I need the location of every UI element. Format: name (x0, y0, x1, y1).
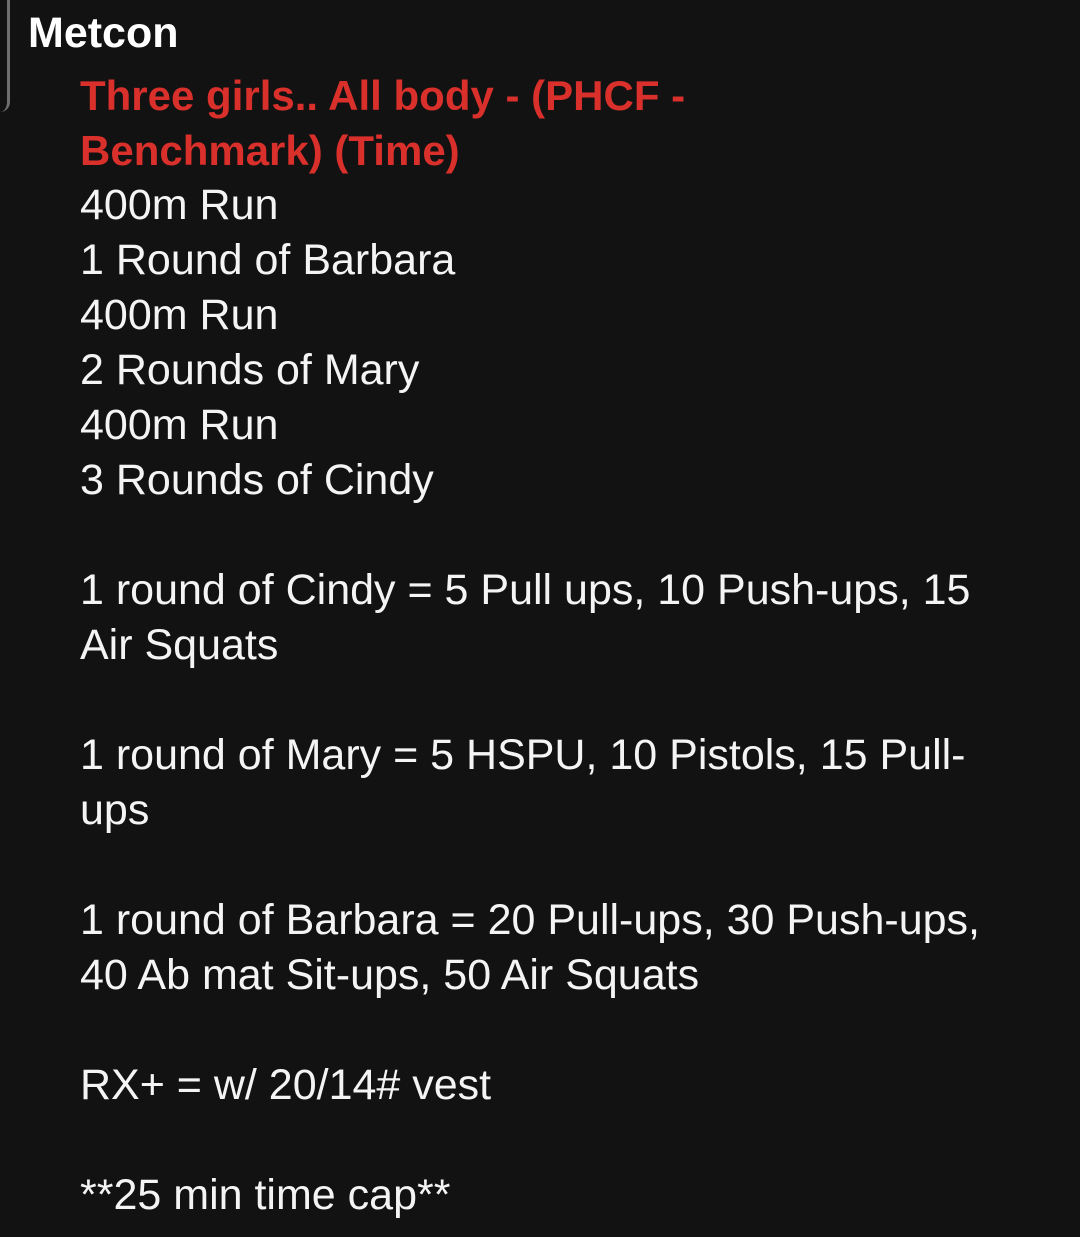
spacer (80, 1003, 1040, 1058)
workout-step: 400m Run (80, 401, 279, 449)
workout-name-line-2: Benchmark) (Time) (80, 127, 460, 174)
workout-step: 1 Round of Barbara (80, 236, 456, 284)
workout-step: 400m Run (80, 291, 279, 339)
barbara-definition-line-1: 1 round of Barbara = 20 Pull-ups, 30 Push-ups, (80, 896, 980, 944)
workout-step: 400m Run (80, 181, 279, 229)
cindy-definition-line-2: Air Squats (80, 621, 279, 669)
workout-name-line-1: Three girls.. All body - (PHCF - (80, 72, 686, 119)
spacer (80, 1113, 1040, 1168)
cindy-definition-line-1: 1 round of Cindy = 5 Pull ups, 10 Push-ups, 15 (80, 566, 971, 614)
spacer (80, 508, 1040, 563)
rx-plus-note: RX+ = w/ 20/14# vest (80, 1061, 492, 1109)
mary-definition-line-2: ups (80, 786, 150, 834)
workout-step: 2 Rounds of Mary (80, 346, 420, 394)
spacer (80, 673, 1040, 728)
spacer (80, 838, 1040, 893)
panel-edge (0, 0, 10, 112)
section-title: Metcon (28, 9, 179, 57)
workout-step: 3 Rounds of Cindy (80, 456, 434, 504)
barbara-definition-line-2: 40 Ab mat Sit-ups, 50 Air Squats (80, 951, 700, 999)
workout-content (80, 68, 1040, 1223)
mary-definition-line-1: 1 round of Mary = 5 HSPU, 10 Pistols, 15 Pull- (80, 731, 966, 779)
time-cap-note: **25 min time cap** (80, 1171, 451, 1219)
